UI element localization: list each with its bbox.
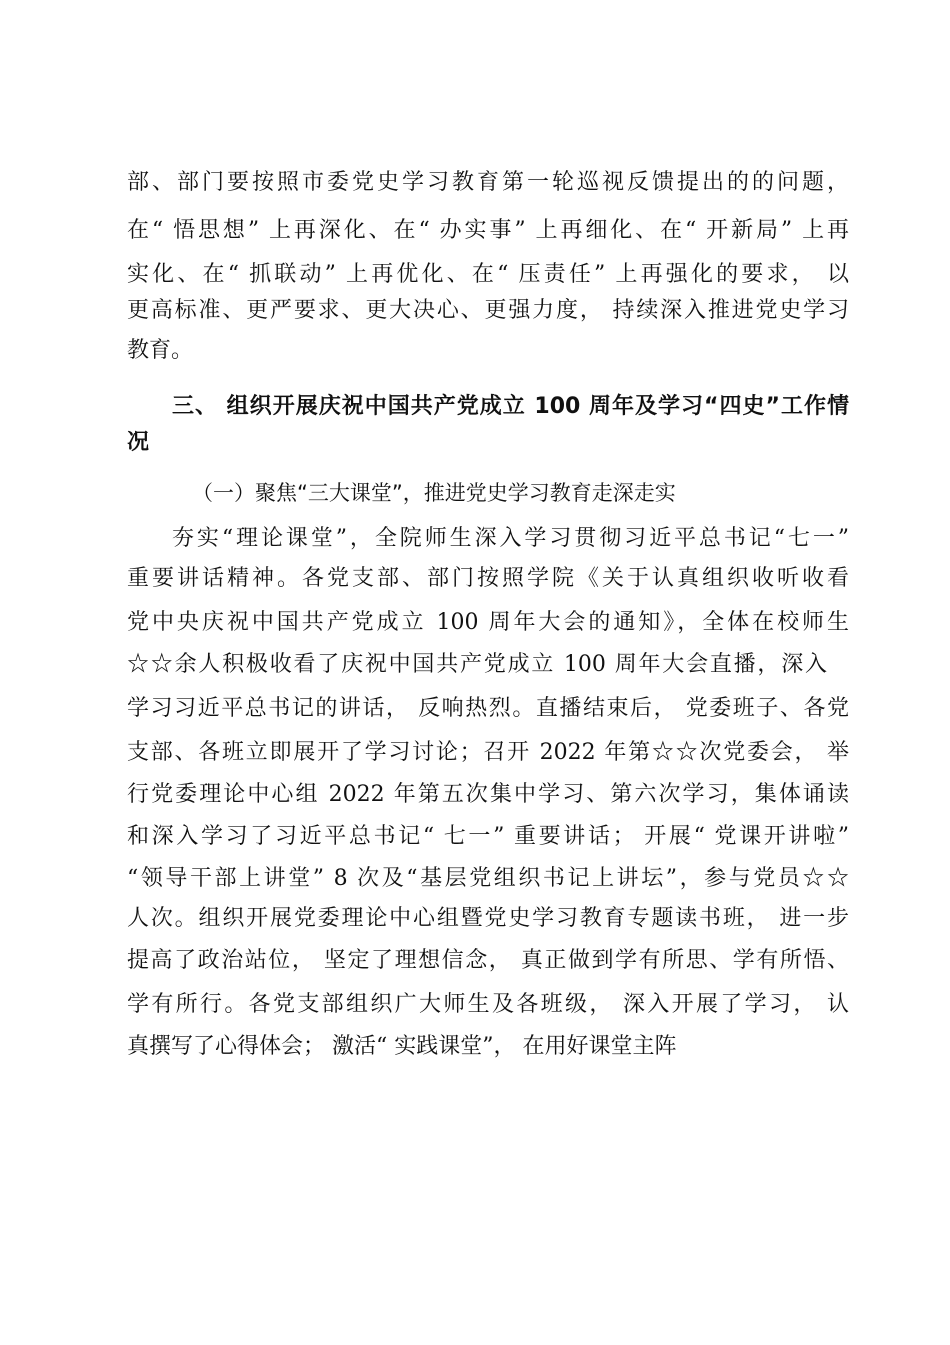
paragraph-line: 在“ 悟思想” 上再深化、在“ 办实事” 上再细化、在“ 开新局” 上再 bbox=[127, 218, 849, 243]
section-heading-continuation: 况 bbox=[127, 430, 150, 455]
subsection-heading: （一）聚焦“三大课堂”，推进党史学习教育走深走实 bbox=[192, 481, 676, 505]
paragraph-line: 夯实“理论课堂”，全院师生深入学习贯彻习近平总书记“七一” bbox=[172, 526, 849, 551]
paragraph-line: 提高了政治站位， 坚定了理想信念， 真正做到学有所思、学有所悟、 bbox=[127, 948, 849, 973]
paragraph-line: 部、部门要按照市委党史学习教育第一轮巡视反馈提出的的问题， bbox=[127, 170, 849, 195]
paragraph-line: 和深入学习了习近平总书记“ 七一” 重要讲话； 开展“ 党课开讲啦” bbox=[127, 824, 849, 849]
paragraph-line: 学习习近平总书记的讲话， 反响热烈。直播结束后， 党委班子、各党 bbox=[127, 696, 849, 721]
section-heading: 三、 组织开展庆祝中国共产党成立 100 周年及学习“四史”工作情 bbox=[172, 394, 849, 419]
paragraph-line: 更高标准、更严要求、更大决心、更强力度， 持续深入推进党史学习 bbox=[127, 298, 849, 323]
paragraph-line: “领导干部上讲堂” 8 次及“基层党组织书记上讲坛”，参与党员☆☆ bbox=[127, 866, 849, 891]
paragraph-line: 教育。 bbox=[127, 338, 194, 363]
paragraph-line: 党中央庆祝中国共产党成立 100 周年大会的通知》，全体在校师生 bbox=[127, 610, 849, 635]
paragraph-line: ☆☆余人积极收看了庆祝中国共产党成立 100 周年大会直播，深入 bbox=[127, 652, 827, 677]
paragraph-line: 行党委理论中心组 2022 年第五次集中学习、第六次学习，集体诵读 bbox=[127, 782, 849, 807]
paragraph-line: 实化、在“ 抓联动” 上再优化、在“ 压责任” 上再强化的要求， 以 bbox=[127, 262, 849, 287]
paragraph-line: 支部、各班立即展开了学习讨论；召开 2022 年第☆☆次党委会， 举 bbox=[127, 740, 849, 765]
paragraph-line: 重要讲话精神。各党支部、部门按照学院《关于认真组织收听收看 bbox=[127, 566, 849, 591]
paragraph-line: 学有所行。各党支部组织广大师生及各班级， 深入开展了学习， 认 bbox=[127, 992, 849, 1017]
paragraph-line: 真撰写了心得体会； 激活“ 实践课堂”， 在用好课堂主阵 bbox=[127, 1034, 677, 1059]
paragraph-line: 人次。组织开展党委理论中心组暨党史学习教育专题读书班， 进一步 bbox=[127, 906, 849, 931]
